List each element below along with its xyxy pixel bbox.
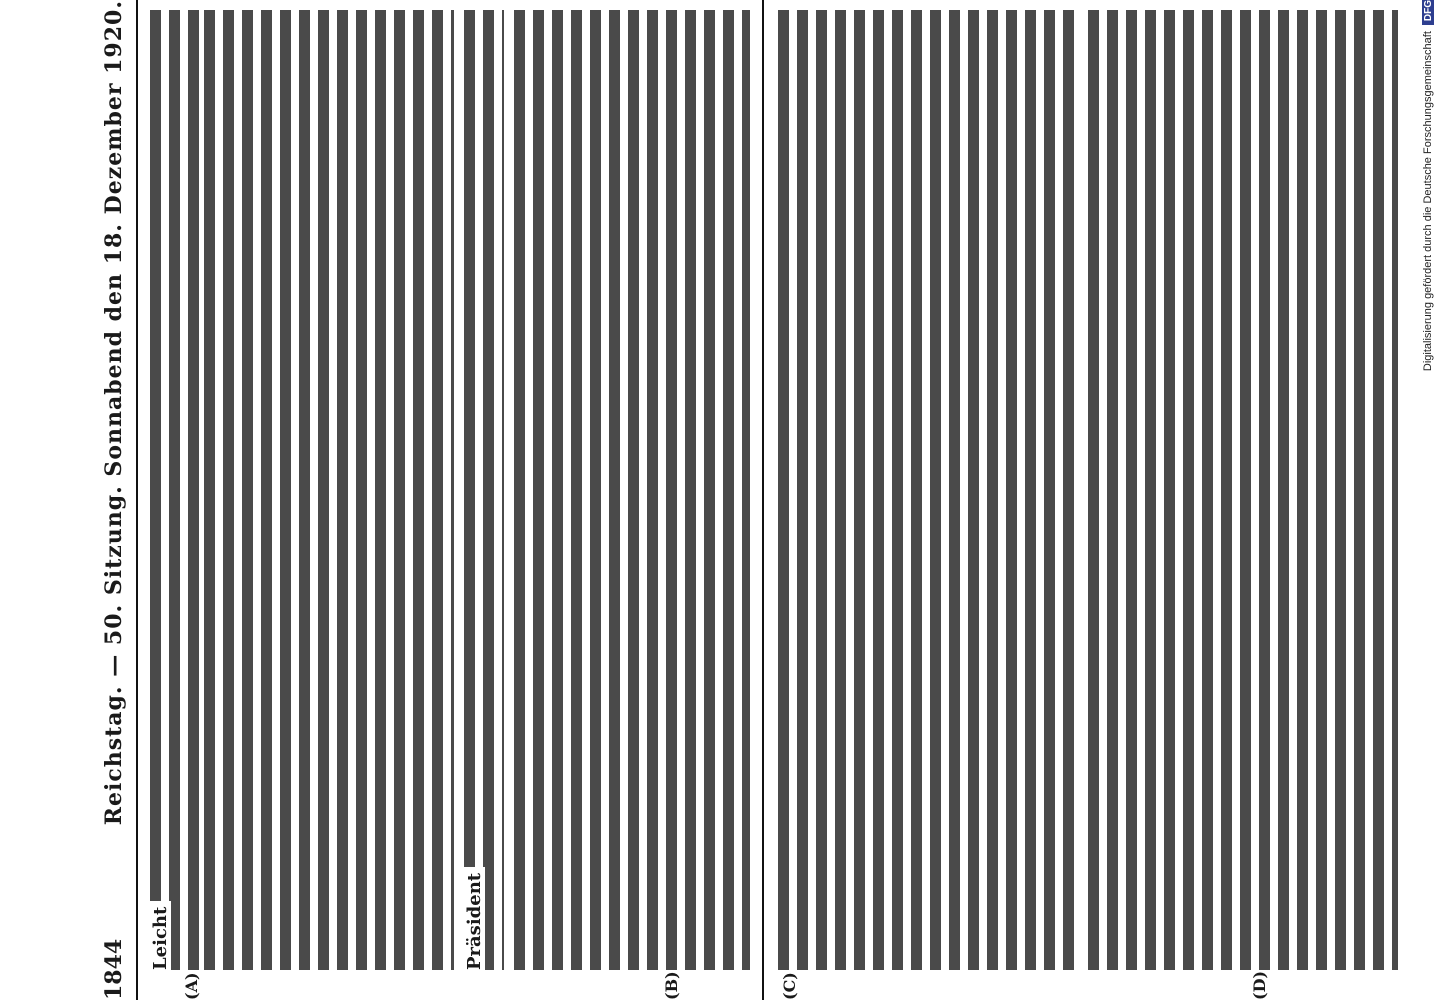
dfg-logo: DFG [1422, 0, 1434, 25]
text-block [150, 10, 200, 970]
text-block [204, 10, 454, 970]
text-block [1088, 10, 1398, 970]
header-rule [136, 0, 138, 1000]
rotated-page-content [94, 0, 1414, 1000]
text-block [464, 10, 504, 970]
speaker-label: Leicht [150, 901, 171, 970]
page-header [94, 0, 134, 1000]
digitization-note [1415, 0, 1434, 996]
running-title: Reichstag. — 50. Sitzung. Sonnabend den 18. Dezember 1920. [101, 0, 127, 826]
text-block [514, 10, 750, 970]
column-right [770, 0, 1406, 1000]
text-block [778, 10, 1078, 970]
column-left [142, 0, 758, 1000]
speaker-label: Präsident [464, 867, 485, 970]
margin-marker-b: (B) [662, 971, 681, 1000]
page-number: 1844 [101, 938, 127, 1000]
margin-marker-d: (D) [1250, 970, 1269, 1000]
digitization-text: Digitalisierung gefördert durch die Deutsche Forschungsgemeinschaft [1422, 31, 1434, 372]
column-rule [762, 0, 764, 1000]
margin-marker-c: (C) [780, 972, 799, 1000]
margin-marker-a: (A) [182, 972, 201, 1000]
